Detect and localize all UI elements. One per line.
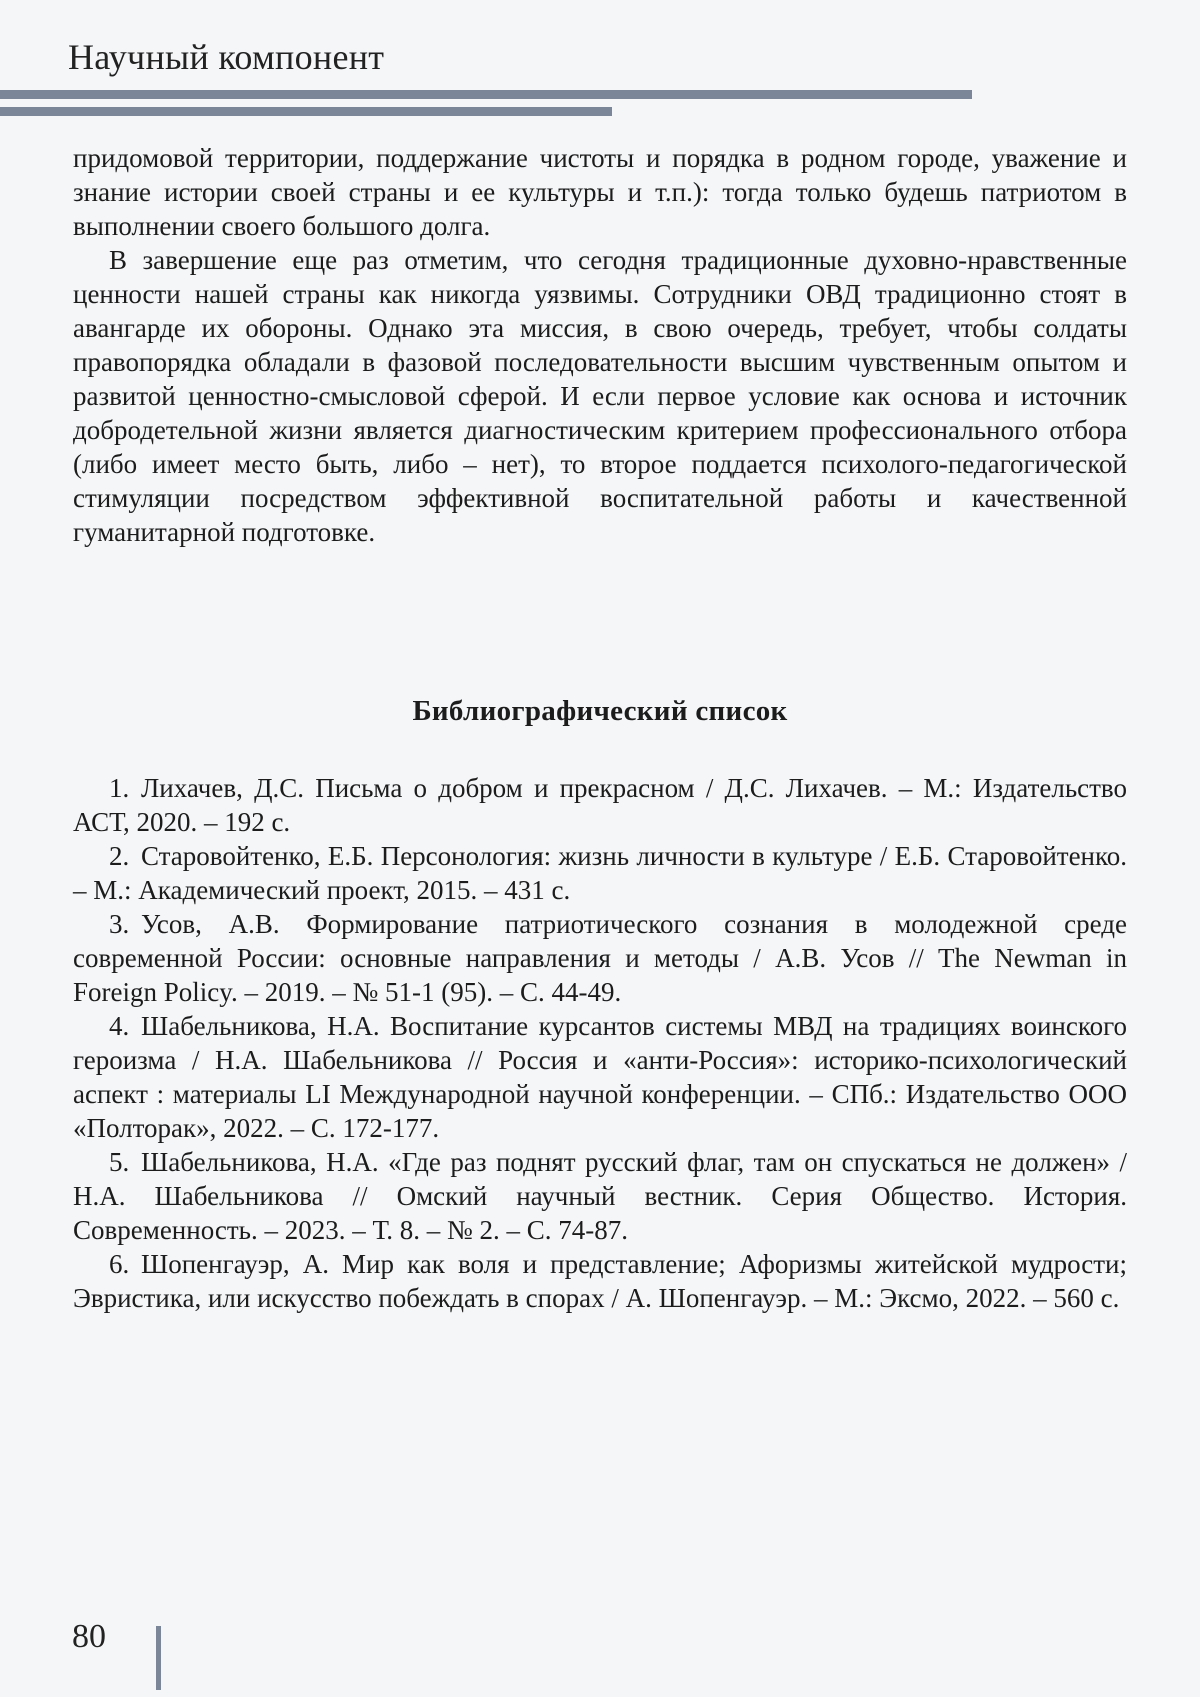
body-paragraph: придомовой территории, поддержание чистоты и порядка в родном городе, уважение и знание истории своей страны и ее культуры и т.п.): тогда только будешь патриотом в выполнении своего большого долга.	[73, 143, 1127, 241]
bibliography-item-number: 6.	[109, 1249, 130, 1279]
bibliography-item-number: 5.	[109, 1147, 130, 1177]
bibliography-item	[73, 839, 1127, 907]
bibliography-list	[73, 771, 1127, 1315]
bibliography-item-text: Шабельникова, Н.А. «Где раз поднят русский флаг, там он спускаться не должен» / Н.А. Шабельникова // Омский научный вестник. Серия Общество. История. Современность. – 2023. – Т. 8. – № 2. – С. 74-87.	[73, 1147, 1127, 1245]
page-number: 80	[72, 1618, 106, 1655]
bibliography-item-text: Старовойтенко, Е.Б. Персонология: жизнь личности в культуре / Е.Б. Старовойтенко. – М.: Академический проект, 2015. – 431 с.	[73, 841, 1127, 905]
bibliography-item	[73, 1247, 1127, 1315]
bibliography-item-number: 3.	[109, 909, 130, 939]
bibliography-item	[73, 1009, 1127, 1145]
bibliography-item	[73, 907, 1127, 1009]
page-number-bar	[156, 1626, 161, 1690]
bibliography-item-text: Шопенгауэр, А. Мир как воля и представление; Афоризмы житейской мудрости; Эвристика, или искусство побеждать в спорах / А. Шопенгауэр. – М.: Эксмо, 2022. – 560 с.	[73, 1249, 1127, 1313]
bibliography-item-number: 4.	[109, 1011, 130, 1041]
bibliography-item-text: Усов, А.В. Формирование патриотического сознания в молодежной среде современной России: основные направления и методы / А.В. Усов // The Newman in Foreign Policy. – 2019. – № 51-1 (95). – С. 44-49.	[73, 909, 1127, 1007]
bibliography-item-number: 2.	[109, 841, 130, 871]
bibliography-title: Библиографический список	[412, 695, 788, 727]
bibliography-item	[73, 1145, 1127, 1247]
body-paragraph: В завершение еще раз отметим, что сегодня традиционные духовно-нравственные ценности нашей страны как никогда уязвимы. Сотрудники ОВД традиционно стоят в авангарде их обороны. Однако эта миссия, в свою очередь, требует, чтобы солдаты правопорядка обладали в фазовой последовательности высшим чувственным опытом и развитой ценностно-смысловой сферой. И если первое условие как основа и источник добродетельной жизни является диагностическим критерием профессионального отбора (либо имеет место быть, либо – нет), то второе поддается психолого-педагогической стимуляции посредством эффективной воспитательной работы и качественной гуманитарной подготовке.	[73, 245, 1127, 547]
bibliography-item-text: Лихачев, Д.С. Письма о добром и прекрасном / Д.С. Лихачев. – М.: Издательство АСТ, 2020. – 192 с.	[73, 773, 1127, 837]
header-rule-short	[0, 107, 612, 116]
bibliography-item-text: Шабельникова, Н.А. Воспитание курсантов системы МВД на традициях воинского героизма / Н.А. Шабельникова // Россия и «анти-Россия»: историко-психологический аспект : материалы LI Международной научной конференции. – СПб.: Издательство ООО «Полторак», 2022. – С. 172-177.	[73, 1011, 1127, 1143]
bibliography-item-number: 1.	[109, 773, 130, 803]
body-text	[73, 141, 1127, 549]
header-rule-long	[0, 90, 972, 99]
running-head: Научный компонент	[68, 37, 385, 77]
bibliography-item	[73, 771, 1127, 839]
